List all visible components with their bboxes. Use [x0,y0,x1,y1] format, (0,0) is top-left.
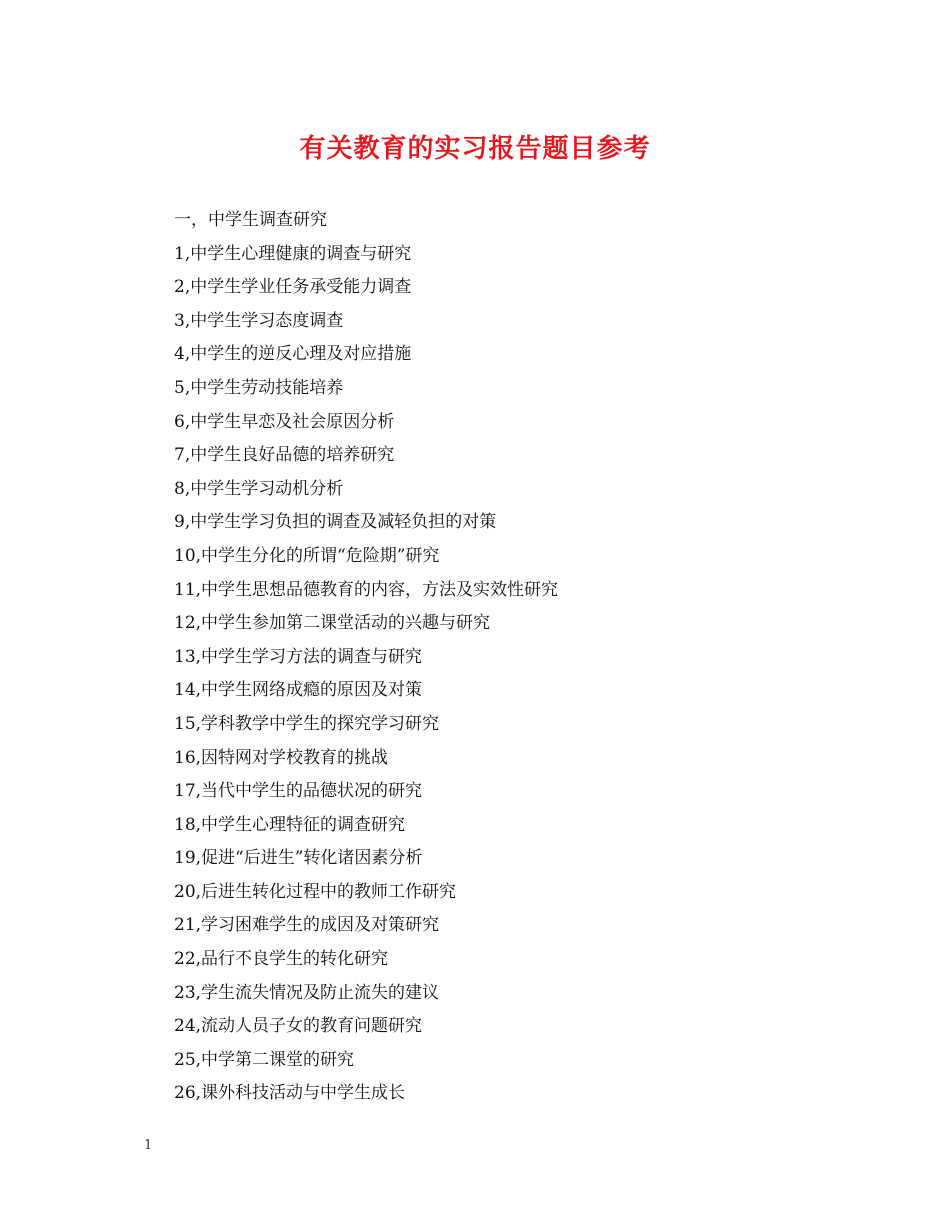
list-item: 3,中学生学习态度调查 [174,310,344,331]
list-item: 20,后进生转化过程中的教师工作研究 [174,881,457,902]
list-item: 22,品行不良学生的转化研究 [174,949,389,970]
list-item: 16,因特网对学校教育的挑战 [174,747,389,768]
list-item: 18,中学生心理特征的调查研究 [174,814,406,835]
section-heading: 一，中学生调查研究 [174,210,327,230]
page-number: 1 [144,1138,153,1153]
list-item: 9,中学生学习负担的调查及减轻负担的对策 [174,512,497,533]
list-item: 12,中学生参加第二课堂活动的兴趣与研究 [174,613,491,634]
page-title: 有关教育的实习报告题目参考 [299,134,651,164]
list-item: 10,中学生分化的所谓“危险期”研究 [174,545,440,566]
list-item: 19,促进“后进生”转化诸因素分析 [174,848,423,869]
list-item: 13,中学生学习方法的调查与研究 [174,646,423,667]
list-item: 6,中学生早恋及社会原因分析 [174,411,395,432]
list-item: 14,中学生网络成瘾的原因及对策 [174,680,423,701]
list-item: 4,中学生的逆反心理及对应措施 [174,344,412,365]
list-item: 24,流动人员子女的教育问题研究 [174,1016,423,1037]
list-item: 8,中学生学习动机分析 [174,478,344,499]
list-item: 26,课外科技活动与中学生成长 [174,1083,406,1104]
list-item: 11,中学生思想品德教育的内容，方法及实效性研究 [174,579,559,600]
topic-list [174,204,558,1111]
list-item: 5,中学生劳动技能培养 [174,377,344,398]
list-item: 17,当代中学生的品德状况的研究 [174,781,423,802]
list-item: 7,中学生良好品德的培养研究 [174,445,395,466]
list-item: 23,学生流失情况及防止流失的建议 [174,982,440,1003]
list-item: 15,学科教学中学生的探究学习研究 [174,713,440,734]
list-item: 2,中学生学业任务承受能力调查 [174,277,412,298]
list-item: 1,中学生心理健康的调查与研究 [174,243,412,264]
list-item: 21,学习困难学生的成因及对策研究 [174,915,440,936]
list-item: 25,中学第二课堂的研究 [174,1049,355,1070]
